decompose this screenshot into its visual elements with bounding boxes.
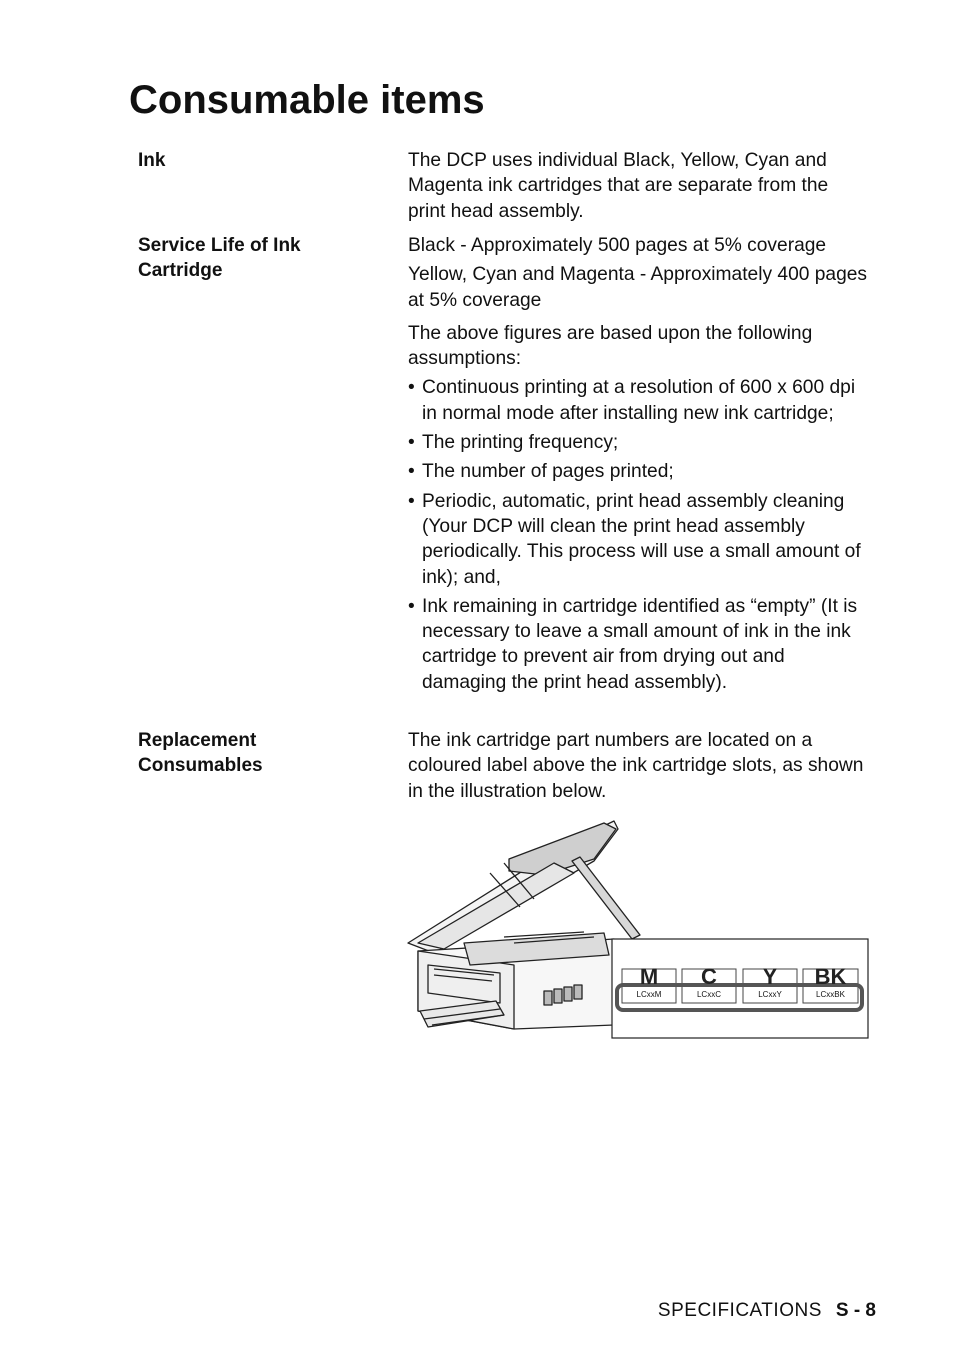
printer-drawing bbox=[404, 815, 872, 1045]
ink-label: Ink bbox=[138, 150, 166, 171]
label-letter: BK bbox=[814, 964, 847, 989]
service-life-label-line2: Cartridge bbox=[138, 260, 223, 281]
page-title: Consumable items bbox=[129, 78, 485, 122]
list-item-text: Continuous printing at a resolution of 600 x 600 dpi in normal mode after installing new ink cartridge; bbox=[422, 377, 856, 424]
list-item: • Ink remaining in cartridge identified as “empty” (It is necessary to leave a small amount of ink in the ink cartridge to prevent air from drying out and damaging the print head assembly). bbox=[408, 595, 858, 693]
list-item-text: The printing frequency; bbox=[422, 432, 619, 454]
replacement-label-line2: Consumables bbox=[138, 755, 263, 776]
label-y bbox=[743, 964, 797, 1001]
replacement-description bbox=[408, 728, 870, 808]
list-item-text: The number of pages printed; bbox=[422, 461, 674, 483]
assumptions-list bbox=[408, 375, 870, 695]
color-yield-text: Yellow, Cyan and Magenta - Approximately 400 pages at 5% coverage bbox=[408, 264, 868, 311]
list-item: • The number of pages printed; bbox=[408, 461, 674, 483]
ink-text: The DCP uses individual Black, Yellow, Cyan and Magenta ink cartridges that are separate from the print head assembly. bbox=[408, 150, 829, 222]
replacement-label-line1: Replacement bbox=[138, 730, 257, 751]
replacement-text: The ink cartridge part numbers are located on a coloured label above the ink cartridge slots, as shown in the illustration below. bbox=[408, 730, 864, 802]
list-item: • Continuous printing at a resolution of 600 x 600 dpi in normal mode after installing new ink cartridge; bbox=[408, 377, 856, 424]
label-code: LCxxBK bbox=[816, 990, 845, 999]
list-item: • The printing frequency; bbox=[408, 432, 619, 454]
service-life-label bbox=[138, 233, 378, 283]
label-code: LCxxM bbox=[636, 990, 662, 999]
list-item: • Periodic, automatic, print head assembly cleaning (Your DCP will clean the print head assembly periodically. This process will use a small amount of ink); and, bbox=[408, 490, 861, 588]
label-letter: Y bbox=[762, 964, 778, 989]
label-m bbox=[622, 964, 676, 1001]
page-number: S - 8 bbox=[835, 1300, 876, 1321]
printer-illustration bbox=[404, 815, 872, 1045]
list-item-text: Ink remaining in cartridge identified as “empty” (It is necessary to leave a small amount of ink in the ink cartridge to prevent air from drying out and damaging the print head assembly). bbox=[422, 595, 858, 693]
label-code: LCxxC bbox=[696, 990, 721, 999]
label-code: LCxxY bbox=[758, 990, 782, 999]
label-bk bbox=[803, 964, 858, 1001]
service-life-label-line1: Service Life of Ink bbox=[138, 235, 301, 256]
label-letter: C bbox=[701, 964, 717, 989]
label-letter: M bbox=[639, 964, 659, 989]
footer-section: SPECIFICATIONS bbox=[657, 1300, 822, 1321]
ink-description bbox=[408, 148, 870, 228]
service-life-description bbox=[408, 233, 870, 699]
list-item-text: Periodic, automatic, print head assembly cleaning (Your DCP will clean the print head assembly periodically. This process will use a small amount of ink); and, bbox=[422, 490, 861, 588]
assumptions-intro: The above figures are based upon the following assumptions: bbox=[408, 322, 813, 370]
black-yield-text: Black - Approximately 500 pages at 5% coverage bbox=[408, 235, 827, 256]
label-c bbox=[682, 964, 736, 1001]
replacement-label bbox=[138, 728, 378, 778]
page-footer bbox=[658, 1300, 876, 1322]
